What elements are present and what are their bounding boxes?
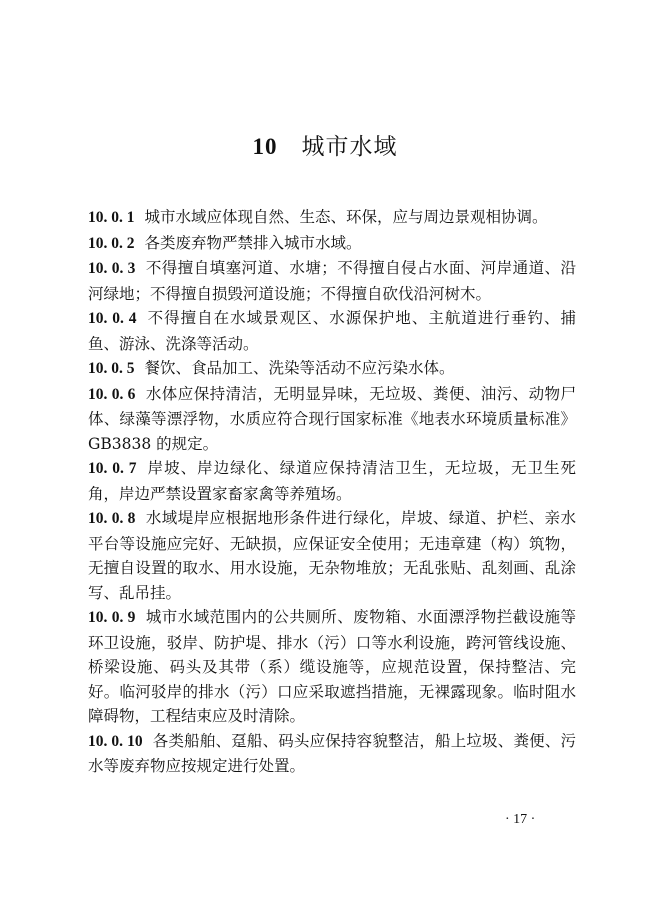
clause-text: 城市水域范围内的公共厕所、废物箱、水面漂浮物拦截设施等环卫设施，驳岸、防护堤、排水（污）口等水利设施，跨河管线设施、桥梁设施、码头及其带（系）缆设施等，应规范设置，保持整洁、完好。临河驳岸的排水（污）口应采取遮挡措施，无裸露现象。临时阻水障碍物，工程结束应及时清除。 <box>88 608 576 725</box>
clause-number: 10. 0. 6 <box>88 385 136 403</box>
chapter-title: 城市水域 <box>301 134 398 160</box>
clause <box>88 605 576 729</box>
clause-number: 10. 0. 5 <box>88 360 135 377</box>
clause-number: 10. 0. 9 <box>88 609 136 626</box>
clause-text: 不得擅自在水域景观区、水源保护地、主航道进行垂钓、捕鱼、游泳、洗涤等活动。 <box>88 309 576 353</box>
clause-text: 餐饮、食品加工、洗染等活动不应污染水体。 <box>144 359 455 377</box>
clause <box>88 256 576 306</box>
clause-text: 各类船舶、趸船、码头应保持容貌整洁，船上垃圾、粪便、污水等废弃物应按规定进行处置。 <box>88 731 577 775</box>
clause <box>88 456 576 506</box>
clause-number: 10. 0. 1 <box>88 209 135 226</box>
clause <box>88 231 576 257</box>
page-number: · 17 · <box>505 812 536 827</box>
clause <box>88 506 576 605</box>
clause-number: 10. 0. 10 <box>88 732 143 750</box>
clause-text: 水域堤岸应根据地形条件进行绿化，岸坡、绿道、护栏、亲水平台等设施应完好、无缺损，应保证安全使用；无违章建（构）筑物，无擅自设置的取水、用水设施，无杂物堆放；无乱张贴、乱刻画、乱涂写、乱吊挂。 <box>88 509 576 602</box>
clause <box>88 205 576 231</box>
clause-number: 10. 0. 2 <box>88 234 135 252</box>
clause <box>88 356 576 382</box>
clause-text: 水体应保持清洁，无明显异味，无垃圾、粪便、油污、动物尸体、绿藻等漂浮物，水质应符合现行国家标准《地表水环境质量标准》GB3838 的规定。 <box>88 384 576 453</box>
clause-text: 各类废弃物严禁排入城市水域。 <box>144 233 362 252</box>
chapter-number: 10 <box>252 134 278 159</box>
clause-text: 岸坡、岸边绿化、绿道应保持清洁卫生，无垃圾，无卫生死角，岸边严禁设置家畜家禽等养殖场。 <box>88 459 576 503</box>
clause-number: 10. 0. 4 <box>88 310 137 327</box>
clause-text: 城市水域应体现自然、生态、环保，应与周边景观相协调。 <box>144 208 548 226</box>
clause-list <box>88 205 576 779</box>
clause <box>88 729 576 779</box>
clause-number: 10. 0. 8 <box>88 510 136 527</box>
clause <box>88 382 576 457</box>
clause <box>88 306 576 356</box>
clause-text: 不得擅自填塞河道、水塘；不得擅自侵占水面、河岸通道、沿河绿地；不得擅自损毁河道设施；不得擅自砍伐沿河树木。 <box>88 259 576 303</box>
chapter-heading <box>0 128 650 161</box>
clause-number: 10. 0. 7 <box>88 460 137 477</box>
clause-number: 10. 0. 3 <box>88 260 136 277</box>
